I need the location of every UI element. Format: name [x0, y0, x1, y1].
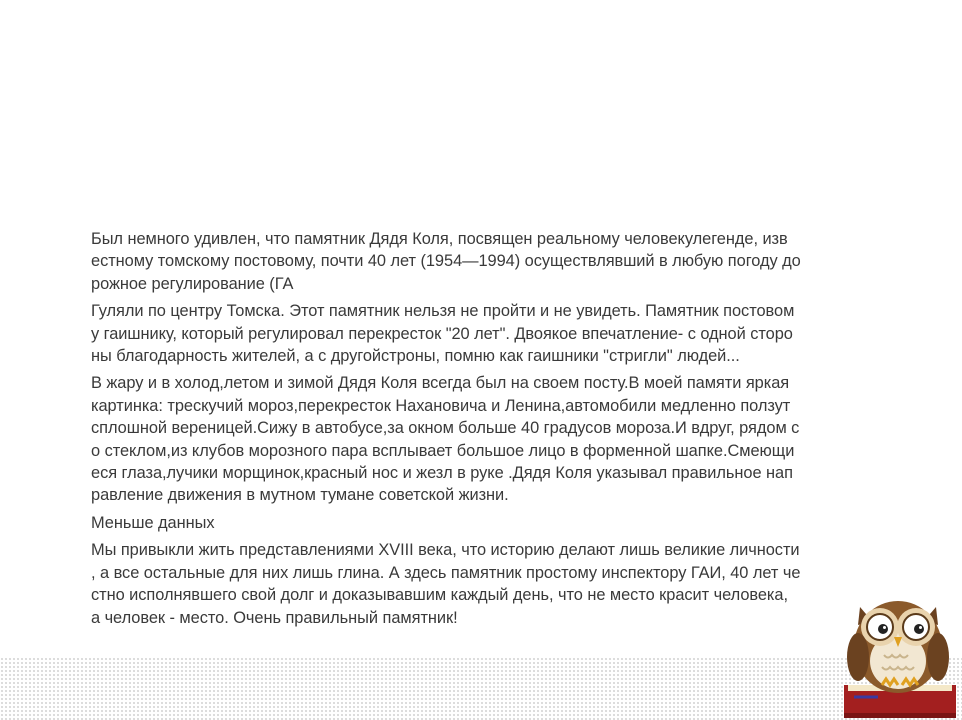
paragraph-4: Меньше данных [91, 513, 215, 532]
dotted-background-band [0, 657, 962, 720]
owl-on-book-icon [838, 585, 962, 720]
paragraph-5: Мы привыкли жить представлениями XVIII века, что историю делают лишь великие личности , а все остальные для них лишь глина. А здесь памятник простому инспектору ГАИ, 40 лет че стно исполнявшего свой долг и доказывавшим каждый день, что не место красит человека, а человек - место. Очень правильный памятник! [91, 541, 801, 627]
paragraph-3: В жару и в холод,летом и зимой Дядя Коля всегда был на своем посту.В моей памяти яркая картинка: трескучий мороз,перекресток Нахановича и Ленина,автомобили медленно ползут сплошной вереницей.Сижу в автобусе,за окном больше 40 градусов мороза.И вдруг, рядом с о стеклом,из клубов морозного пара всплывает большое лицо в форменной шапке.Смеющи еся глаза,лучики морщинок,красный нос и жезл в руке .Дядя Коля указывал правильное нап равление движения в мутном тумане советской жизни. [91, 374, 800, 505]
paragraph-2: Гуляли по центру Томска. Этот памятник нельзя не пройти и не увидеть. Памятник постовом у гаишнику, который регулировал перекресток "20 лет". Двоякое впечатление- с одной сторо ны благодарность жителей, а с другойстроны, помню как гаишники "стригли" людей... [91, 302, 795, 366]
paragraph-1: Был немного удивлен, что памятник Дядя Коля, посвящен реальному человекулегенде, изв естному томскому постовому, почти 40 лет (1954—1994) осуществлявший в любую погоду до рожное регулирование (ГА [91, 230, 801, 293]
text-block [91, 228, 913, 634]
